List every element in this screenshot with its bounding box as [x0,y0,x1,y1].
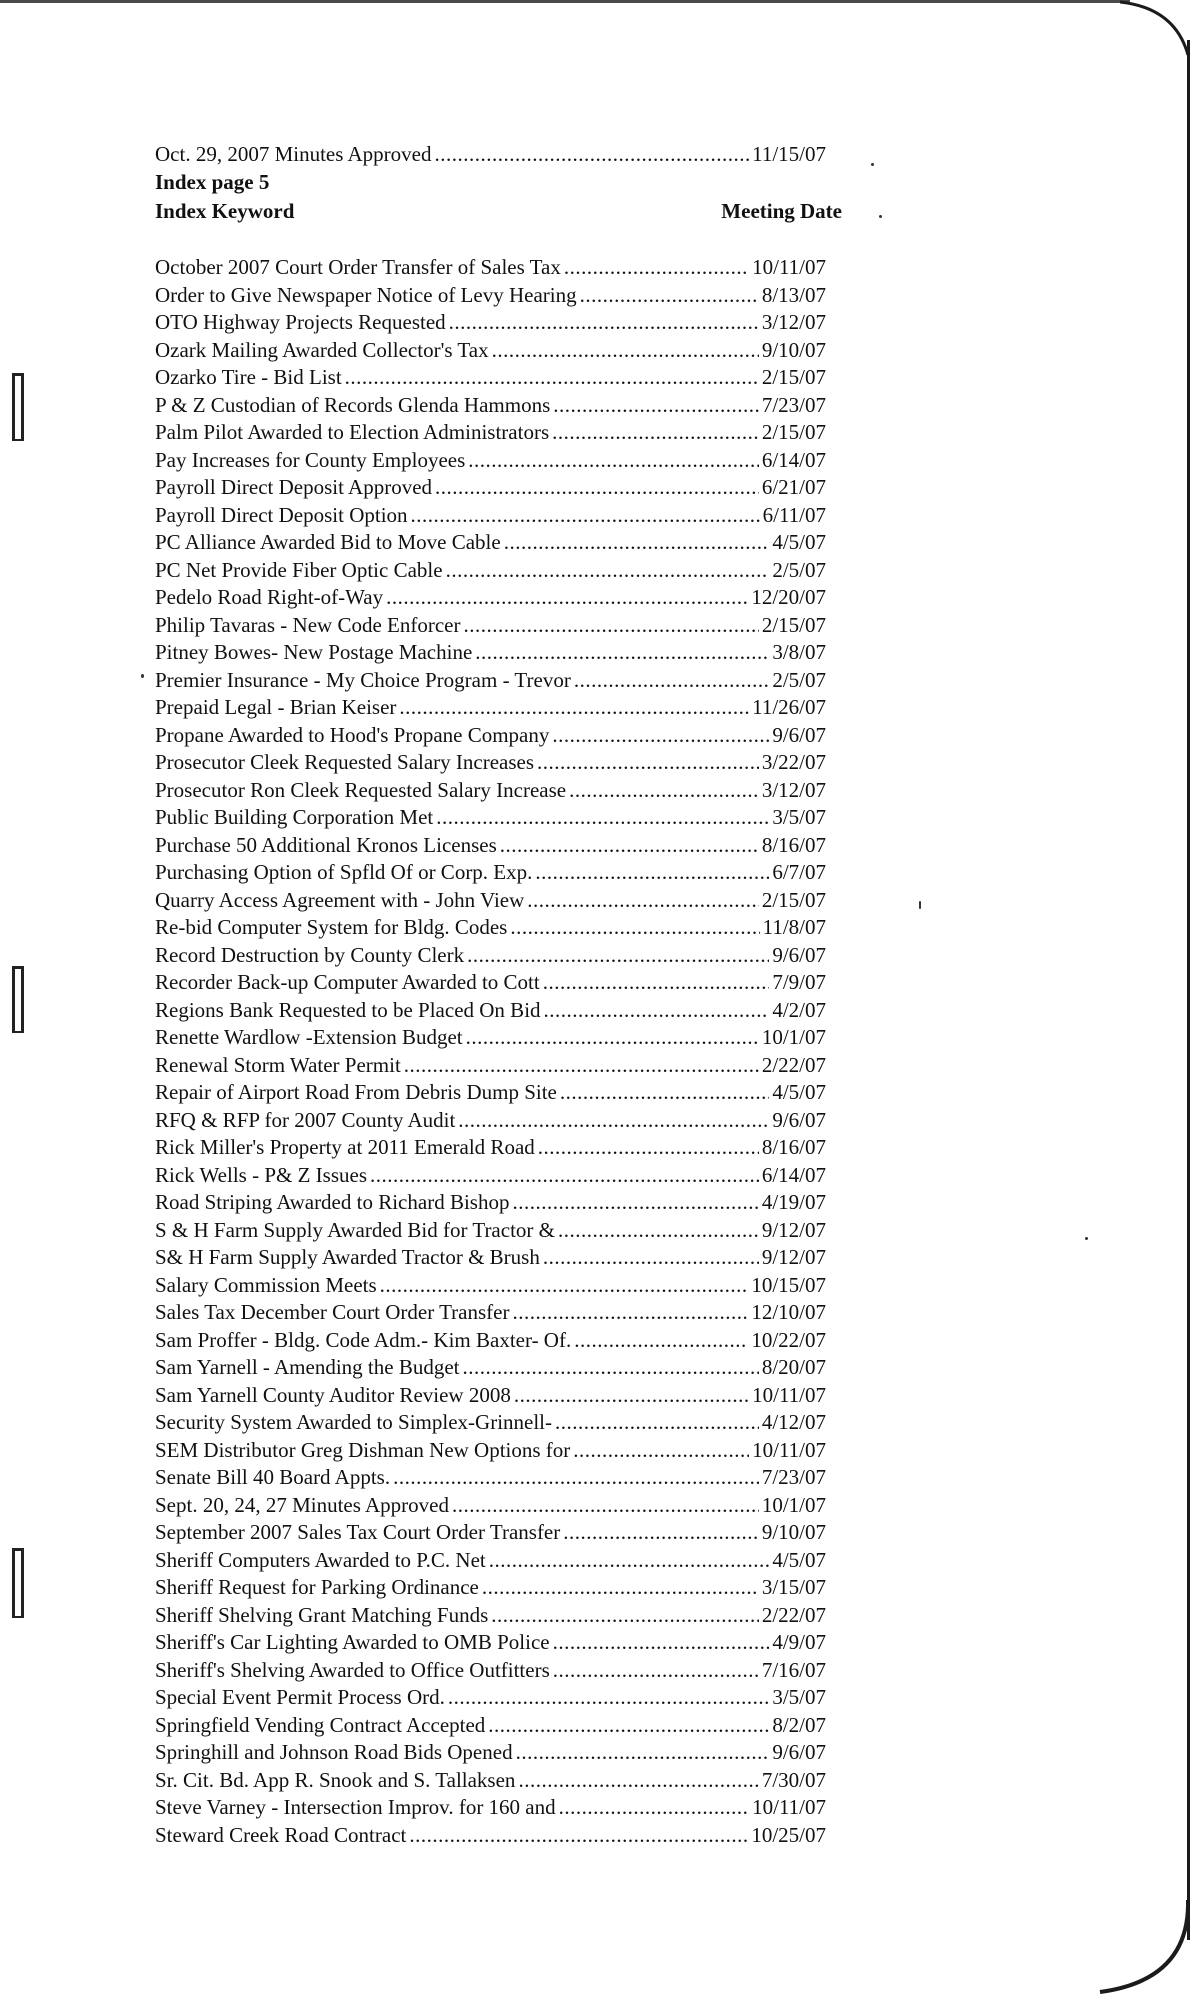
entry-label: Special Event Permit Process Ord. [155,1685,445,1709]
list-item [155,584,826,612]
leader-dots [489,1547,770,1575]
list-item [155,612,826,640]
list-item [155,1492,826,1520]
list-item [155,859,826,887]
entry-date: 2/15/07 [761,365,826,389]
leader-dots [467,942,769,970]
list-item [155,1052,826,1080]
list-item [155,282,826,310]
entry-label: Road Striping Awarded to Richard Bishop [155,1190,510,1214]
entry-label: Purchasing Option of Spfld Of or Corp. Exp. [155,860,533,884]
entry-date: 9/12/07 [761,1217,826,1242]
entry-label: Recorder Back-up Computer Awarded to Cott [155,970,540,994]
list-item [155,1217,826,1245]
list-item [155,749,826,777]
entry-label: Prosecutor Cleek Requested Salary Increases [155,750,535,774]
list-item [155,1079,826,1107]
leader-dots [448,1684,769,1712]
entry-date: 3/12/07 [761,310,826,334]
entry-label: Sept. 20, 24, 27 Minutes Approved [155,1492,449,1517]
list-item [155,1464,826,1492]
list-item [155,832,826,860]
leader-dots [411,502,760,530]
entry-date: 3/8/07 [772,640,826,664]
binder-hole-middle [12,966,24,1033]
leader-dots [569,777,759,805]
entry-label: SEM Distributor Greg Dishman New Options for [155,1437,571,1462]
entry-label: Pedelo Road Right-of-Way [155,585,384,609]
leader-dots [435,474,759,502]
entry-date: 2/15/07 [761,887,826,912]
entry-date: 6/14/07 [761,1162,826,1187]
leader-dots [553,392,759,420]
list-item [155,804,826,832]
leader-dots [436,804,769,832]
list-item [155,1272,826,1300]
list-item [155,1519,826,1547]
entry-label: Renette Wardlow -Extension Budget [155,1025,463,1049]
leader-dots [553,1657,759,1685]
list-item [155,969,826,997]
leader-dots [535,859,769,887]
list-item [155,1739,826,1767]
entry-date: 10/25/07 [751,1822,826,1847]
list-item [155,722,826,750]
list-item [155,1602,826,1630]
entry-date: 12/10/07 [751,1300,826,1324]
list-item [155,1024,826,1052]
index-page-label: Index page 5 [155,169,270,194]
leader-dots [560,1079,769,1107]
list-item [155,1437,826,1465]
leader-dots [475,639,769,667]
leader-dots [537,749,759,777]
entry-label: Renewal Storm Water Permit [155,1052,401,1077]
entry-label: Ozarko Tire - Bid List [155,365,342,389]
list-item [155,1409,826,1437]
entry-label: Springhill and Johnson Road Bids Opened [155,1740,513,1764]
index-content [155,141,855,1849]
entry-date: 6/21/07 [761,475,826,499]
list-item [155,1684,826,1712]
entry-date: 2/15/07 [761,420,826,444]
list-item [155,557,826,585]
list-item [155,1244,826,1272]
entry-date: 2/22/07 [761,1602,826,1627]
entry-label: Sheriff Computers Awarded to P.C. Net [155,1547,486,1572]
leader-dots [555,1409,759,1437]
leader-dots [543,1244,759,1272]
leader-dots [544,997,770,1025]
list-item [155,1712,826,1740]
entry-label: PC Net Provide Fiber Optic Cable [155,557,443,582]
entry-date: 4/12/07 [761,1410,826,1434]
entry-label: Senate Bill 40 Board Appts. [155,1465,391,1489]
leader-dots [552,722,769,750]
leader-dots [449,309,759,337]
entry-date: 8/16/07 [761,1135,826,1159]
entry-label: Steward Creek Road Contract [155,1822,407,1847]
entry-label: Philip Tavaras - New Code Enforcer [155,612,461,637]
leader-dots [345,364,759,392]
list-item [155,1574,826,1602]
entry-date: 2/5/07 [772,557,826,582]
leader-dots [488,1712,769,1740]
entry-date: 7/16/07 [761,1657,826,1682]
leader-dots [463,612,758,640]
leader-dots [559,1794,749,1822]
entry-date: 7/30/07 [761,1767,826,1792]
leader-dots [452,1492,759,1520]
entry-date: 10/1/07 [761,1492,826,1517]
leader-dots [564,254,749,282]
entry-date: 2/15/07 [761,612,826,637]
entry-date: 7/9/07 [772,970,826,994]
entry-label: Payroll Direct Deposit Approved [155,475,433,499]
entry-label: Salary Commission Meets [155,1272,377,1297]
leader-dots [514,1382,749,1410]
leader-dots [492,337,759,365]
entry-date: 11/15/07 [752,142,826,166]
entry-date: 9/6/07 [772,1107,826,1132]
list-item [155,447,826,475]
leader-dots [510,914,759,942]
entry-label: Premier Insurance - My Choice Program - Trevor [155,667,571,692]
leader-dots [553,1629,770,1657]
list-item [155,639,826,667]
entry-label: RFQ & RFP for 2007 County Audit [155,1107,456,1132]
list-item [155,1657,826,1685]
leader-dots [512,1189,758,1217]
list-item [155,1327,826,1355]
scan-right-edge [1187,40,1190,1940]
leader-dots [580,282,759,310]
list-item [155,1354,826,1382]
entry-label: Record Destruction by County Clerk [155,942,465,967]
binder-hole-bottom [12,1548,24,1618]
entry-label: Rick Miller's Property at 2011 Emerald Road [155,1135,535,1159]
entry-label: Repair of Airport Road From Debris Dump Site [155,1080,557,1104]
entry-label: Sr. Cit. Bd. App R. Snook and S. Tallaksen [155,1767,516,1792]
list-item [155,141,826,169]
leader-dots [482,1574,759,1602]
entry-date: 9/10/07 [761,1520,826,1544]
index-entries [155,254,855,1849]
leader-dots [552,419,759,447]
entry-date: 10/11/07 [752,1795,826,1819]
list-item [155,337,826,365]
entry-date: 4/19/07 [761,1190,826,1214]
entry-date: 3/5/07 [772,805,826,829]
entry-date: 10/11/07 [752,255,826,279]
leader-dots [558,1217,759,1245]
entry-date: 9/6/07 [772,722,826,747]
entry-label: Purchase 50 Additional Kronos Licenses [155,832,497,857]
leader-dots [504,529,770,557]
entry-date: 8/2/07 [772,1712,826,1737]
leader-dots [516,1739,770,1767]
binder-hole-top [12,373,24,441]
entry-label: S & H Farm Supply Awarded Bid for Tractor & [155,1217,555,1242]
leader-dots [399,694,749,722]
entry-label: Palm Pilot Awarded to Election Administrators [155,420,550,444]
list-item [155,254,826,282]
keyword-column-header: Index Keyword [155,199,295,223]
entry-label: Springfield Vending Contract Accepted [155,1712,486,1737]
list-item [155,1382,826,1410]
entry-label: Sam Yarnell - Amending the Budget [155,1355,460,1379]
entry-label: Sheriff's Car Lighting Awarded to OMB Police [155,1630,550,1654]
leader-dots [527,887,759,915]
entry-date: 12/20/07 [751,585,826,609]
entry-label: S& H Farm Supply Awarded Tractor & Brush [155,1245,540,1269]
entry-label: P & Z Custodian of Records Glenda Hammons [155,392,551,417]
leader-dots [434,141,749,169]
leader-dots [404,1052,759,1080]
entry-date: 9/12/07 [761,1245,826,1269]
entry-date: 8/20/07 [761,1355,826,1379]
entry-date: 4/5/07 [772,530,826,554]
leader-dots [573,1437,749,1465]
speck [1085,1237,1088,1240]
entry-label: Public Building Corporation Met [155,805,434,829]
entry-date: 7/23/07 [761,1465,826,1489]
entry-date: 10/11/07 [752,1382,826,1407]
entry-label: Steve Varney - Intersection Improv. for 160 and [155,1795,556,1819]
entry-label: Oct. 29, 2007 Minutes Approved [155,142,432,166]
leader-dots [512,1299,748,1327]
list-item [155,1299,826,1327]
entry-label: Payroll Direct Deposit Option [155,502,408,527]
entry-label: Sam Yarnell County Auditor Review 2008 [155,1382,511,1407]
leader-dots [370,1162,759,1190]
entry-label: Regions Bank Requested to be Placed On Bid [155,997,541,1022]
entry-date: 9/6/07 [772,1740,826,1764]
entry-label: Pitney Bowes- New Postage Machine [155,640,473,664]
entry-date: 3/22/07 [761,750,826,774]
entry-date: 9/6/07 [772,942,826,967]
list-item [155,777,826,805]
list-item [155,502,826,530]
leader-dots [380,1272,749,1300]
list-item [155,364,826,392]
list-item [155,1547,826,1575]
leader-dots [563,1519,759,1547]
entry-date: 7/23/07 [761,392,826,417]
leader-dots [468,447,759,475]
entry-date: 4/5/07 [772,1080,826,1104]
entry-date: 11/26/07 [752,695,826,719]
scan-top-edge [0,0,1130,3]
list-item [155,1189,826,1217]
entry-date: 4/5/07 [772,1547,826,1572]
list-item [155,1629,826,1657]
entry-date: 10/11/07 [752,1437,826,1462]
entry-label: October 2007 Court Order Transfer of Sales Tax [155,255,561,279]
leader-dots [574,667,770,695]
entry-date: 2/22/07 [761,1052,826,1077]
list-item [155,997,826,1025]
entry-date: 10/15/07 [751,1272,826,1297]
entry-label: Order to Give Newspaper Notice of Levy Hearing [155,282,577,307]
leader-dots [462,1354,758,1382]
entry-label: Prosecutor Ron Cleek Requested Salary Increase [155,777,567,802]
list-item [155,1767,826,1795]
list-item [155,1134,826,1162]
entry-date: 6/7/07 [772,860,826,884]
date-column-header: Meeting Date [721,199,842,223]
entry-label: Pay Increases for County Employees [155,447,466,472]
entry-date: 8/16/07 [761,832,826,857]
list-item [155,667,826,695]
leader-dots [393,1464,759,1492]
entry-label: September 2007 Sales Tax Court Order Transfer [155,1520,561,1544]
leader-dots [446,557,770,585]
entry-label: Quarry Access Agreement with - John View [155,887,525,912]
list-item [155,529,826,557]
entry-label: Sales Tax December Court Order Transfer [155,1300,510,1324]
speck [879,215,882,218]
entry-label: Sheriff Shelving Grant Matching Funds [155,1602,489,1627]
entry-date: 2/5/07 [772,667,826,692]
list-item [155,694,826,722]
list-item [155,914,826,942]
entry-date: 10/1/07 [761,1025,826,1049]
speck [871,163,874,166]
entry-label: PC Alliance Awarded Bid to Move Cable [155,530,501,554]
list-item [155,1162,826,1190]
leader-dots [386,584,748,612]
entry-date: 6/14/07 [761,447,826,472]
entry-date: 4/2/07 [772,997,826,1022]
column-headers [155,196,842,226]
entry-label: OTO Highway Projects Requested [155,310,446,334]
list-item [155,309,826,337]
leader-dots [409,1822,748,1850]
leader-dots [543,969,770,997]
leader-dots [538,1134,759,1162]
list-item [155,419,826,447]
speck [919,901,921,909]
page-bottom-curve [1090,1900,1200,1997]
entry-date: 8/13/07 [761,282,826,307]
entry-label: Ozark Mailing Awarded Collector's Tax [155,337,489,362]
list-item [155,887,826,915]
entry-date: 6/11/07 [762,502,826,527]
entry-date: 3/5/07 [772,1685,826,1709]
entry-label: Security System Awarded to Simplex-Grinnell- [155,1410,553,1434]
entry-label: Sam Proffer - Bldg. Code Adm.- Kim Baxter- Of. [155,1327,572,1352]
leader-dots [491,1602,759,1630]
entry-label: Rick Wells - P& Z Issues [155,1162,367,1187]
entry-date: 9/10/07 [761,337,826,362]
first-entry [155,141,855,169]
entry-date: 4/9/07 [772,1630,826,1654]
entry-label: Prepaid Legal - Brian Keiser [155,695,397,719]
speck [141,674,144,678]
entry-date: 3/15/07 [761,1575,826,1599]
list-item [155,1822,826,1850]
leader-dots [466,1024,759,1052]
list-item [155,1794,826,1822]
leader-dots [458,1107,769,1135]
entry-label: Re-bid Computer System for Bldg. Codes [155,915,508,939]
entry-label: Sheriff Request for Parking Ordinance [155,1575,479,1599]
entry-date: 11/8/07 [762,915,826,939]
entry-label: Sheriff's Shelving Awarded to Office Outfitters [155,1657,550,1682]
list-item [155,942,826,970]
entry-date: 3/12/07 [761,777,826,802]
leader-dots [574,1327,748,1355]
list-item [155,1107,826,1135]
entry-label: Propane Awarded to Hood's Propane Company [155,722,550,747]
list-item [155,474,826,502]
leader-dots [500,832,759,860]
list-item [155,392,826,420]
leader-dots [518,1767,758,1795]
entry-date: 10/22/07 [751,1327,826,1352]
